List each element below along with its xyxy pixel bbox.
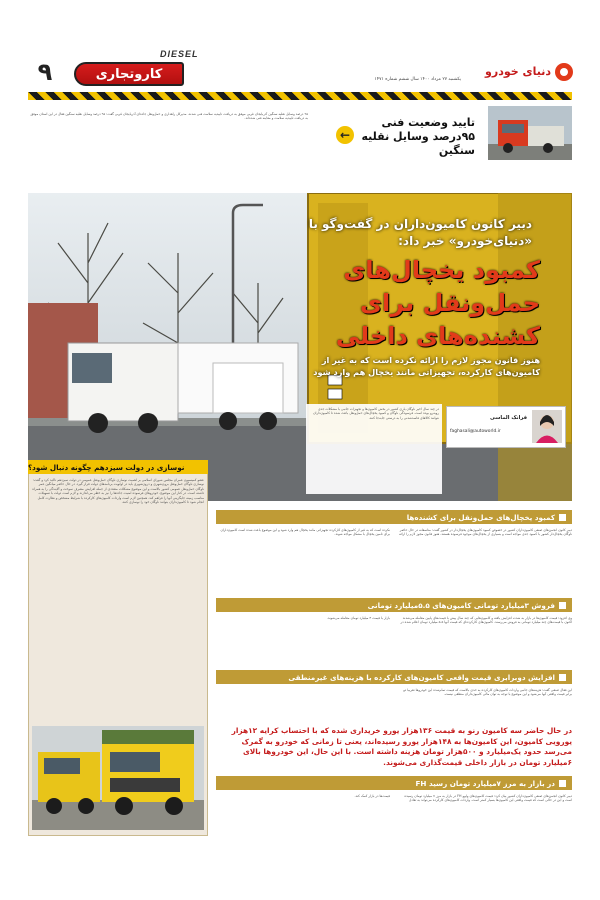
section-title-4: FH در بازار به مرز ۷میلیارد تومان رسید [415, 778, 555, 788]
section-bar-2 [216, 598, 572, 612]
teaser-truck-photo [488, 106, 572, 160]
teaser-body: ۹۵ درصد وسایل نقلیه سنگین آذربایجان غربی موفق به دریافت تاییدیه سلامت فنی شدند. مدیرکل راهداری و حمل‌ونقل جاده‌ای آذربایجان غربی گفت: ۹۵ درصد وسایل نقلیه سنگین فعال در این استان موفق به دریافت تاییدیه سلامت و معاینه فنی شده‌اند. [30, 112, 308, 121]
teaser-title[interactable]: تایید وضعیت فنی ۹۵درصد وسایل نقلیه سنگین [361, 116, 475, 157]
section-bar-4 [216, 776, 572, 790]
sidebar-body: عضو کمیسیون عمران مجلس شورای اسلامی بر اهمیت نوسازی ناوگان حمل‌ونقل عمومی در دولت سیزدهم تاکید کرد و گفت: نوسازی ناوگان حمل‌ونقل برون‌شهری و درون‌شهری باید در اولویت برنامه‌های دولت قرار گیرد. در حال حاضر میانگین عمر ناوگان حمل‌ونقل عمومی کشور بالاست و این موضوع مشکلات متعددی از جمله افزایش مصرف سوخت و آلایندگی را به همراه داشته است. در کنار این موضوع، خودروهای فرسوده امنیت جاده‌ها را نیز به خطر می‌اندازند و لازم است دولت با تسهیلات مناسب زمینه جایگزینی آنها را فراهم کند. همچنین لازم است واردات کامیون‌های کارکرده با شرایط مشخص و نظارت کامل انجام شود تا کامیون‌داران بتوانند ناوگان خود را نوسازی کنند. [32, 478, 204, 505]
sidebar-trucks-photo [32, 726, 204, 830]
section-bar-1 [216, 510, 572, 524]
highlight-quote: در حال حاضر سه کامیون رنو به قیمت ۱۳۶هزار یورو خریداری شده که با احتساب کرایه ۱۲هزار یورویی کامیون، این کامیون‌ها به ۱۴۸هزار یورو رسیده‌اند، یعنی تا زمانی که خودرو به گمرک می‌رسد حدود یک‌میلیارد و ۵۰۰هزار تومان هزینه داشته است. با این حال، این خودروها بالای ۶میلیارد تومان در بازار داخلی قیمت‌گذاری می‌شوند. [231, 726, 572, 767]
hero-lead: هنوز قانون مجوز لازم را ارائه نکرده است که به غیر از کامیون‌های کارکرده، تجهیزاتی مانند یخچال هم وارد شود [313, 355, 540, 377]
hazard-stripe-divider [28, 92, 572, 100]
section-body-4: دبیر کانون انجمن‌های صنفی کامیون‌داران کشور بیان کرد: قیمت کامیون‌های ولوو FH در بازار به مرز ۷ میلیارد تومان رسیده است و این در حالی است که قیمت واقعی این کامیون‌ها بسیار کمتر است. واردات کامیون‌های کارکرده می‌تواند به تعادل قیمت‌ها در بازار کمک کند. [354, 794, 572, 803]
section-title-2: فروش ۳میلیارد تومانی کامیون‌های ۵.۵میلیارد تومانی [367, 600, 555, 610]
hero-supertitle: دبیر کانون کامیون‌داران در گفت‌وگو با «دنیای‌خودرو» خبر داد: [308, 217, 532, 248]
section-body-1: دبیر کانون انجمن‌های صنفی کامیون‌داران کشور در خصوص کمبود کامیون‌های یخچال‌دار در کشور گفت: متاسفانه در حال حاضر ناوگان یخچال‌دار کشور با کمبود جدی مواجه است و بسیاری از یخچال‌های موجود فرسوده هستند. هنوز قانون مجوز لازم را ارائه نکرده است که به غیر از کامیون‌های کارکرده تجهیزاتی مانند یخچال هم وارد شود و این موضوع باعث شده است کامیون‌داران برای تامین یخچال با مشکل مواجه شوند. [220, 528, 572, 537]
logo-text: دنیای خودرو [485, 65, 551, 78]
author-name: فرانک الماسی [490, 415, 527, 421]
arrow-left-icon[interactable]: ← [336, 126, 354, 144]
intro-text: در چند سال اخیر ناوگان باری کشور در بخش کامیون‌ها و تجهیزات جانبی با مشکلات جدی روبه‌رو بوده است. فرسودگی ناوگان و کمبود یخچال‌های حمل‌ونقل باعث شده تا کامیون‌داران نتوانند کالاهای فاسدشدنی را به درستی جابه‌جا کنند. [306, 404, 442, 494]
section-tab: کاروتجاری [74, 62, 184, 86]
section-body-3: این فعال صنفی گفت: هزینه‌های جانبی واردات کامیون‌های کارکرده به حدی بالاست که قیمت تمام‌شده این خودروها تقریبا دو برابر قیمت واقعی آنها می‌شود و این موضوع با توجه به توان مالی کامیون‌داران منطقی نیست. [403, 688, 572, 697]
sidebar-title: نوسازی در دولت سیزدهم چگونه دنبال شود؟ [28, 460, 208, 474]
section-title-3: افزایش دوبرابری قیمت واقعی کامیون‌های کارکرده با هزینه‌های غیرمنطقی [288, 672, 555, 682]
section-body-2: وی افزود: قیمت کامیون‌ها در بازار به شدت افزایش یافته و کامیون‌هایی که چند سال پیش با قیمت‌های پایین معامله می‌شدند اکنون با قیمت‌های چند میلیارد تومانی به فروش می‌رسند. کامیون‌های کارکرده‌ای که قیمت آنها ۵.۵ میلیارد تومان اعلام شده در بازار با قیمت ۳ میلیارد تومان معامله می‌شوند. [326, 616, 572, 625]
newspaper-logo [465, 60, 573, 84]
hero-title: کمبود یخچال‌های حمل‌ونقل برای کشنده‌های داخلی [335, 256, 540, 350]
author-email[interactable]: faghasali@autoworld.ir [450, 429, 501, 434]
author-avatar [532, 410, 562, 443]
dateline: یکشنبه ۲۷ مرداد ۱۴۰۰ سال ششم شماره ۱۴۷۱ [374, 77, 461, 82]
section-bar-3 [216, 670, 572, 684]
section-title-1: کمبود یخچال‌های حمل‌ونقل برای کشنده‌ها [406, 512, 555, 522]
author-card [446, 406, 566, 448]
page-number: ۹ [37, 58, 53, 86]
diesel-label: DIESEL [160, 49, 199, 59]
